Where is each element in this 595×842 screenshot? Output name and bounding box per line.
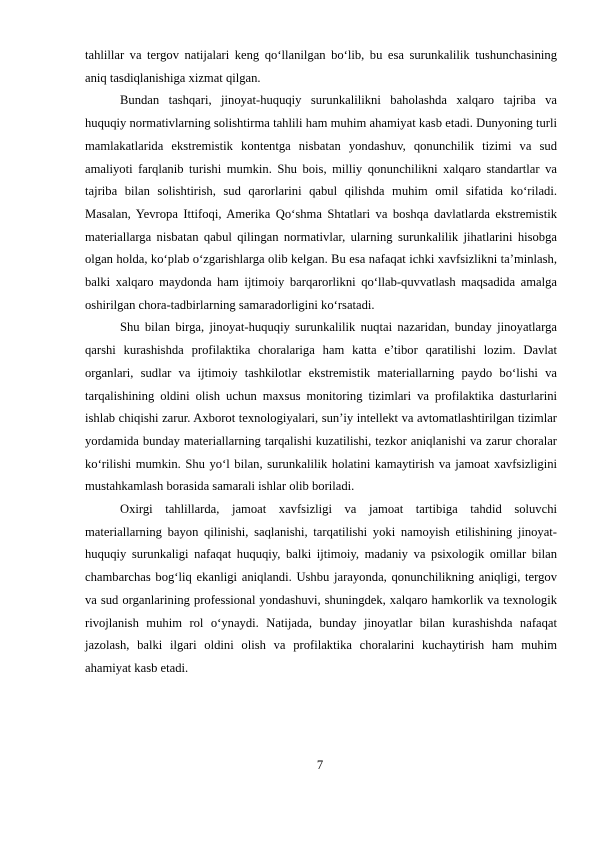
document-body — [85, 44, 557, 680]
paragraph-international-experience: Bundan tashqari, jinoyat-huquqiy surunkalilikni baholashda xalqaro tajriba va huquqiy normativlarning solishtirma tahlili ham muhim ahamiyat kasb etadi. Dunyoning turli mamlakatlarida ekstremistik kontentga nisbatan yondashuv, qonunchilik tizimi va sud amaliyoti farqlanib turishi mumkin. Shu bois, milliy qonunchilikni xalqaro standartlar va tajriba bilan solishtirish, sud qarorlarini qabul qilishda muhim omil sifatida ko‘riladi. Masalan, Yevropa Ittifoqi, Amerika Qo‘shma Shtatlari va boshqa davlatlarda ekstremistik materiallarga nisbatan qabul qilingan normativlar, ularning surunkalilik jihatlarini hisobga olgan holda, ko‘plab o‘zgarishlarga olib kelgan. Bu esa nafaqat ichki xavfsizlikni ta’minlash, balki xalqaro maydonda ham ijtimoiy barqarorlikni qo‘llab-quvvatlash maqsadida amalga oshirilgan chora-tadbirlarning samaradorligini ko‘rsatadi. — [85, 93, 557, 312]
paragraph-conclusion: Oxirgi tahlillarda, jamoat xavfsizligi va jamoat tartibiga tahdid soluvchi materiallarning bayon qilinishi, saqlanishi, tarqatilishi yoki namoyish etilishining jinoyat-huquqiy surunkaligi nafaqat huquqiy, balki ijtimoiy, madaniy va psixologik omillar bilan chambarchas bog‘liq ekanligi aniqlandi. Ushbu jarayonda, qonunchilikning aniqligi, tergov va sud organlarining professional yondashuvi, shuningdek, xalqaro hamkorlik va texnologik rivojlanish muhim rol o‘ynaydi. Natijada, bunday jinoyatlar bilan kurashishda nafaqat jazolash, balki ilgari oldini olish va profilaktika choralarini kuchaytirish ham muhim ahamiyat kasb etadi. — [85, 502, 557, 675]
page-number: 7 — [316, 758, 324, 772]
paragraph-prevention-measures: Shu bilan birga, jinoyat-huquqiy surunkalilik nuqtai nazaridan, bunday jinoyatlarga qarshi kurashishda profilaktika choralariga ham katta e’tibor qaratilishi lozim. Davlat organlari, sudlar va ijtimoiy tashkilotlar ekstremistik materiallarning paydo bo‘lishi va tarqalishining oldini olish uchun maxsus monitoring tizimlari va profilaktika dasturlarini ishlab chiqishi zarur. Axborot texnologiyalari, sun’iy intellekt va avtomatlashtirilgan tizimlar yordamida bunday materiallarning tarqalishi kuzatilishi, tezkor aniqlanishi va zarur choralar ko‘rilishi mumkin. Shu yo‘l bilan, surunkalilik holatini kamaytirish va jamoat xavfsizligini mustahkamlash borasida samarali ishlar olib boriladi. — [85, 320, 557, 494]
paragraph-continuation: tahlillar va tergov natijalari keng qo‘llanilgan bo‘lib, bu esa surunkalilik tushunchasining aniq tasdiqlanishiga xizmat qilgan. — [85, 48, 557, 85]
